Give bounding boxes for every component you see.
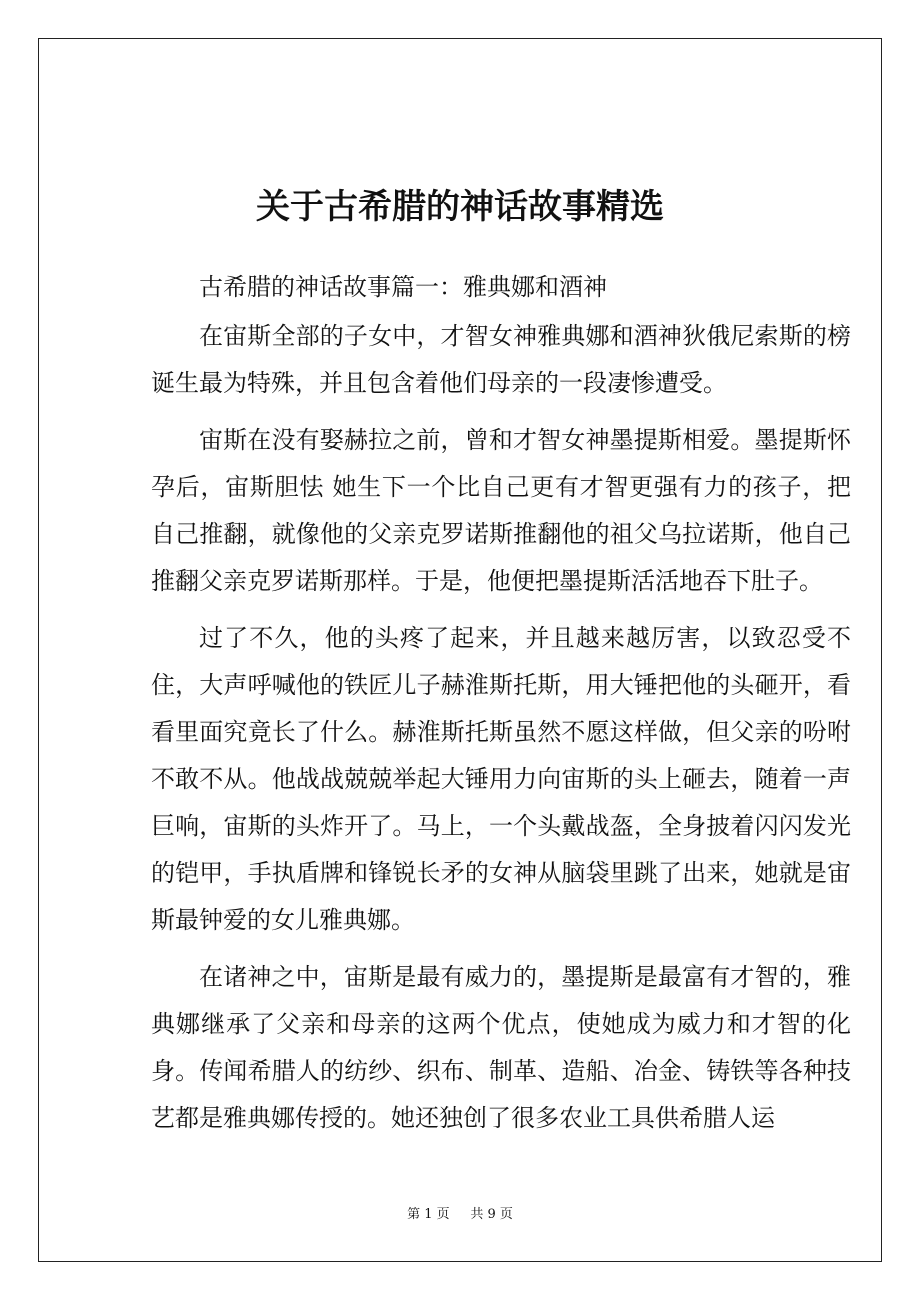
document-body	[151, 264, 851, 1142]
page-footer	[0, 1205, 920, 1225]
paragraph-3: 过了不久，他的头疼了起来，并且越来越厉害，以致忍受不住，大声呼喊他的铁匠儿子赫淮斯托斯，用大锤把他的头砸开，看看里面究竟长了什么。赫淮斯托斯虽然不愿这样做，但父亲的吩咐不敢不从。他战战兢兢举起大锤用力向宙斯的头上砸去，随着一声巨响，宙斯的头炸开了。马上，一个头戴战盔，全身披着闪闪发光的铠甲，手执盾牌和锋锐长矛的女神从脑袋里跳了出来，她就是宙斯最钟爱的女儿雅典娜。	[151, 624, 851, 934]
page-number: 第 1 页	[407, 1207, 450, 1222]
paragraph-1: 在宙斯全部的子女中，才智女神雅典娜和酒神狄俄尼索斯的榜 诞生最为特殊，并且包含着他们母亲的一段凄惨遭受。	[151, 322, 851, 397]
document-title: 关于古希腊的神话故事精选	[256, 187, 664, 227]
paragraph-4: 在诸神之中，宙斯是最有威力的，墨提斯是最富有才智的，雅典娜继承了父亲和母亲的这两个优点，使她成为威力和才智的化身。传闻希腊人的纺纱、织布、制革、造船、冶金、铸铁等各种技艺都是雅典娜传授的。她还独创了很多农业工具供希腊人运	[151, 963, 851, 1132]
section-subtitle: 古希腊的神话故事篇一：雅典娜和酒神	[199, 273, 607, 301]
paragraph-2: 宙斯在没有娶赫拉之前，曾和才智女神墨提斯相爱。墨提斯怀孕后，宙斯胆怯 她生下一个比自己更有才智更强有力的孩子，把自己推翻，就像他的父亲克罗诺斯推翻他的祖父乌拉诺斯，他自己推翻父亲克罗诺斯那样。于是，他便把墨提斯活活地吞下肚子。	[151, 426, 851, 595]
page-total: 共 9 页	[470, 1207, 513, 1222]
page-frame	[38, 38, 882, 1262]
